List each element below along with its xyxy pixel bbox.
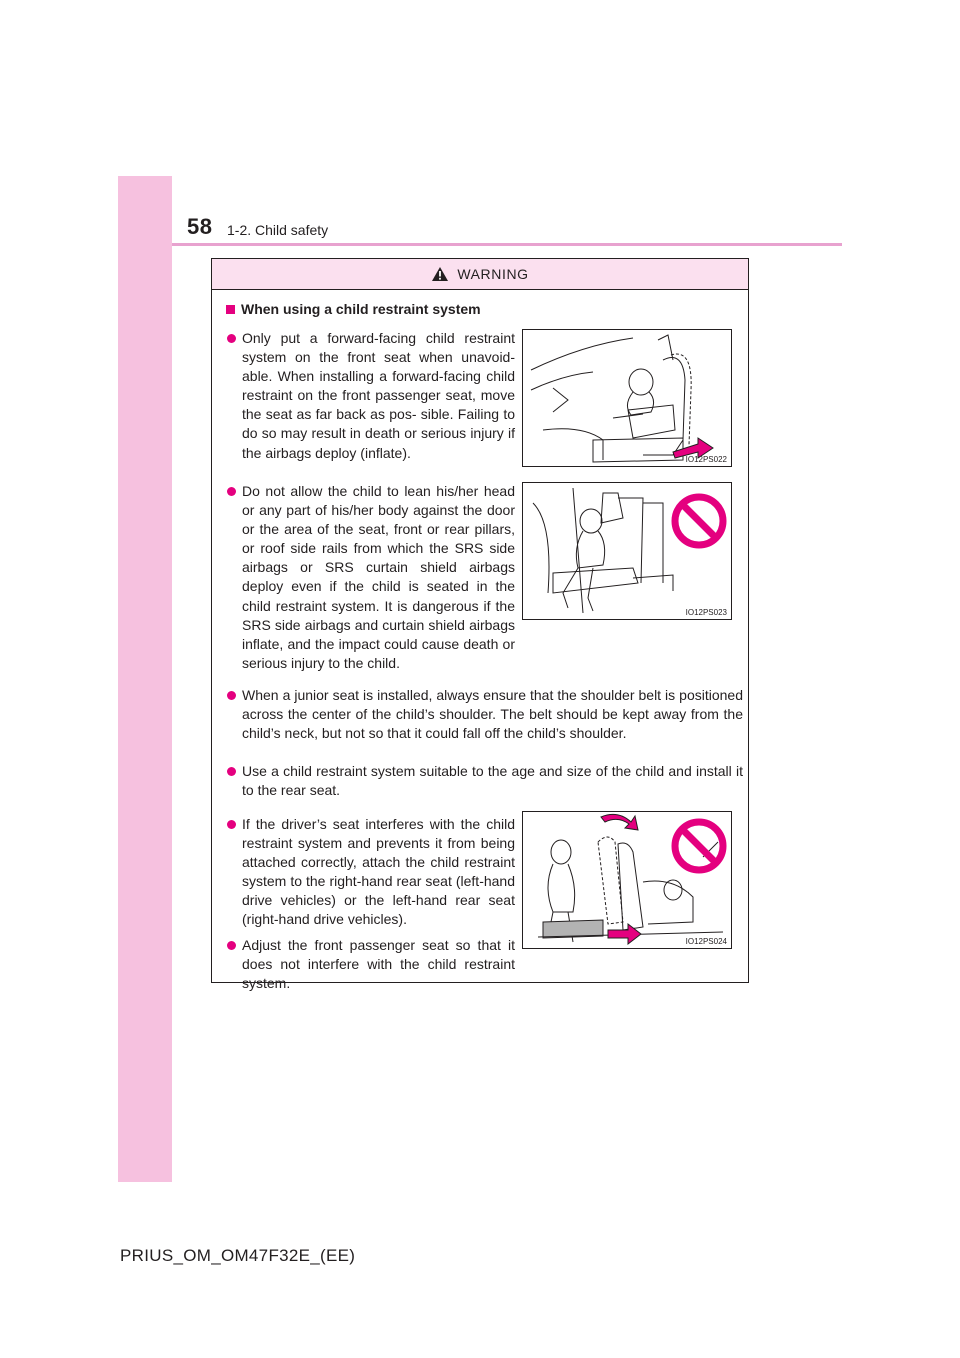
- warning-item-text: Adjust the front passenger seat so that it does not interfere with the child restraint system.: [242, 937, 515, 992]
- child-leaning-illustration: [523, 483, 731, 619]
- round-bullet-icon: [227, 820, 236, 829]
- figure-driver-seat-interference: [522, 811, 732, 949]
- figure-code: IO12PS024: [685, 937, 727, 946]
- warning-label: WARNING: [457, 266, 529, 282]
- warning-item-1: [227, 329, 515, 463]
- warning-item-text: Only put a forward-facing child restraint system on the front seat when unavoid- able. When installing a forward-facing child restraint on the front passenger seat, move the seat as far back as pos- sible. Failing to do so may result in death or serious injury if the airbags deploy (inflate).: [242, 330, 515, 461]
- child-seat-illustration: [523, 330, 731, 466]
- square-bullet-icon: [226, 305, 235, 314]
- warning-triangle-icon: [431, 266, 449, 282]
- prohibition-icon: [675, 497, 723, 545]
- footer-doc-id: PRIUS_OM_OM47F32E_(EE): [120, 1246, 356, 1265]
- warning-item-2: [227, 482, 515, 673]
- warning-item-text: Use a child restraint system suitable to the age and size of the child and install it to the rear seat.: [242, 763, 743, 799]
- figure-child-leaning: [522, 482, 732, 620]
- side-color-strip: [118, 176, 172, 1182]
- warning-item-5: [227, 815, 515, 930]
- figure-code: IO12PS023: [685, 608, 727, 617]
- page-number: 58: [187, 214, 213, 239]
- warning-item-text: If the driver’s seat interferes with the child restraint system and prevents it from being attached correctly, attach the child restraint system to the right-hand rear seat (left-hand drive vehicles) or the left-hand rear seat (right-hand drive vehicles).: [242, 816, 515, 928]
- figure-forward-facing-seat: [522, 329, 732, 467]
- round-bullet-icon: [227, 941, 236, 950]
- warning-item-6: [227, 936, 515, 993]
- section-title: 1-2. Child safety: [227, 222, 329, 238]
- figure-code: IO12PS022: [685, 455, 727, 464]
- warning-heading-text: When using a child restraint system: [241, 301, 481, 317]
- warning-item-4: [227, 762, 743, 800]
- round-bullet-icon: [227, 767, 236, 776]
- warning-item-text: When a junior seat is installed, always ensure that the shoulder belt is positioned across the center of the child’s shoulder. The belt should be kept away from the child’s neck, but not so that it could fall off the child’s shoulder.: [242, 687, 743, 742]
- round-bullet-icon: [227, 487, 236, 496]
- header-rule: [172, 243, 842, 246]
- driver-seat-illustration: [523, 812, 731, 948]
- round-bullet-icon: [227, 691, 236, 700]
- round-bullet-icon: [227, 334, 236, 343]
- prohibition-icon: [675, 822, 723, 870]
- warning-header: [212, 259, 748, 290]
- warning-item-text: Do not allow the child to lean his/her head or any part of his/her body against the door or the area of the seat, front or rear pillars, or roof side rails from which the SRS side airbags or SRS curtain shield airbags deploy even if the child is seated in the child restraint system. It is dangerous if the SRS side airbags and curtain shield airbags inflate, and the impact could cause death or serious injury to the child.: [242, 483, 515, 671]
- warning-heading: [226, 301, 481, 317]
- warning-item-3: [227, 686, 743, 743]
